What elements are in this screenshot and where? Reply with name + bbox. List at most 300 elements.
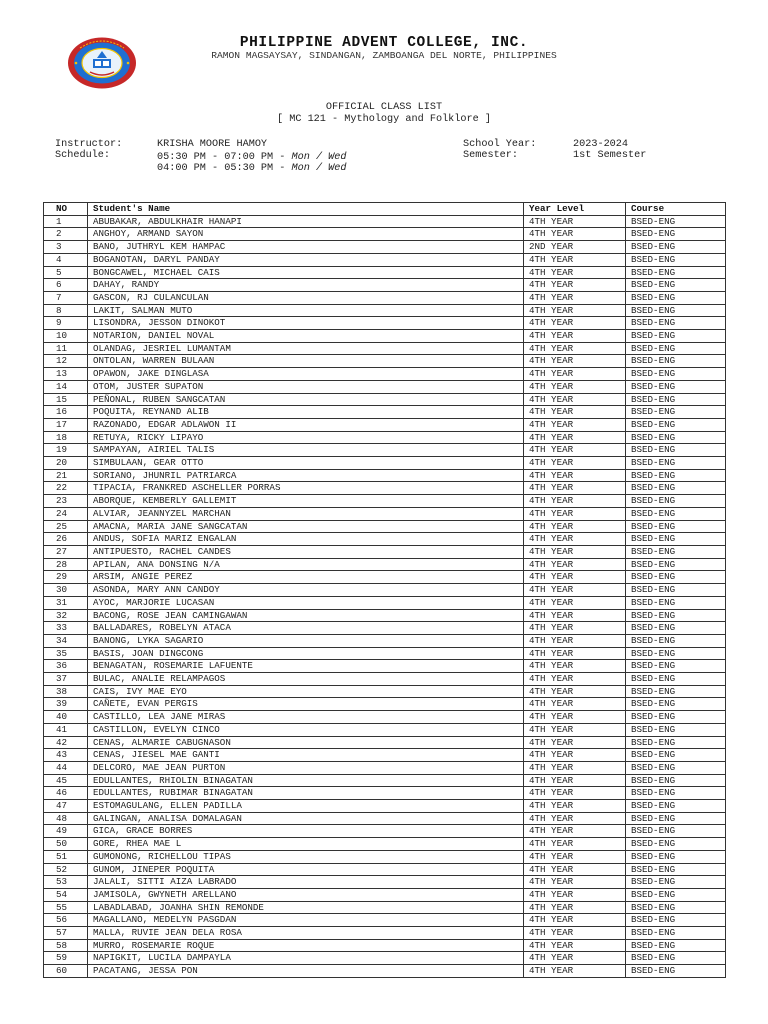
document-title: OFFICIAL CLASS LIST bbox=[325, 102, 443, 113]
table-row bbox=[44, 330, 726, 343]
table-row bbox=[44, 215, 726, 228]
table-row bbox=[44, 266, 726, 279]
course: BSED-ENG bbox=[626, 660, 726, 673]
student-name: SORIANO, JHUNRIL PATRIARCA bbox=[88, 469, 524, 482]
table-row bbox=[44, 634, 726, 647]
row-number: 56 bbox=[44, 914, 88, 927]
row-number: 48 bbox=[44, 812, 88, 825]
year-level: 4TH YEAR bbox=[524, 368, 626, 381]
table-row bbox=[44, 800, 726, 813]
course: BSED-ENG bbox=[626, 444, 726, 457]
student-name: CENAS, JIESEL MAE GANTI bbox=[88, 749, 524, 762]
year-level: 4TH YEAR bbox=[524, 622, 626, 635]
table-body bbox=[44, 215, 726, 977]
year-level: 4TH YEAR bbox=[524, 317, 626, 330]
column-header-course: Course bbox=[626, 203, 726, 216]
row-number: 50 bbox=[44, 838, 88, 851]
course: BSED-ENG bbox=[626, 406, 726, 419]
year-level: 4TH YEAR bbox=[524, 520, 626, 533]
row-number: 39 bbox=[44, 698, 88, 711]
table-row bbox=[44, 711, 726, 724]
table-row bbox=[44, 876, 726, 889]
row-number: 14 bbox=[44, 380, 88, 393]
year-level: 4TH YEAR bbox=[524, 787, 626, 800]
row-number: 32 bbox=[44, 609, 88, 622]
table-row bbox=[44, 495, 726, 508]
course: BSED-ENG bbox=[626, 342, 726, 355]
table-row bbox=[44, 241, 726, 254]
student-name: DELCORO, MAE JEAN PURTON bbox=[88, 761, 524, 774]
student-name: CASTILLO, LEA JANE MIRAS bbox=[88, 711, 524, 724]
row-number: 19 bbox=[44, 444, 88, 457]
table-row bbox=[44, 431, 726, 444]
row-number: 49 bbox=[44, 825, 88, 838]
instructor-label: Instructor: bbox=[55, 139, 123, 150]
row-number: 37 bbox=[44, 673, 88, 686]
table-row bbox=[44, 965, 726, 978]
student-name: BALLADARES, ROBELYN ATACA bbox=[88, 622, 524, 635]
row-number: 34 bbox=[44, 634, 88, 647]
year-level: 4TH YEAR bbox=[524, 660, 626, 673]
course: BSED-ENG bbox=[626, 863, 726, 876]
year-level: 4TH YEAR bbox=[524, 253, 626, 266]
year-level: 4TH YEAR bbox=[524, 838, 626, 851]
course: BSED-ENG bbox=[626, 291, 726, 304]
class-list-table bbox=[43, 202, 726, 978]
table-row bbox=[44, 444, 726, 457]
student-name: PACATANG, JESSA PON bbox=[88, 965, 524, 978]
student-name: GUNOM, JINEPER POQUITA bbox=[88, 863, 524, 876]
year-level: 4TH YEAR bbox=[524, 774, 626, 787]
year-level: 4TH YEAR bbox=[524, 533, 626, 546]
course: BSED-ENG bbox=[626, 469, 726, 482]
table-row bbox=[44, 355, 726, 368]
row-number: 29 bbox=[44, 571, 88, 584]
course: BSED-ENG bbox=[626, 266, 726, 279]
course: BSED-ENG bbox=[626, 317, 726, 330]
table-row bbox=[44, 774, 726, 787]
year-level: 4TH YEAR bbox=[524, 952, 626, 965]
course: BSED-ENG bbox=[626, 876, 726, 889]
table-row bbox=[44, 723, 726, 736]
course: BSED-ENG bbox=[626, 850, 726, 863]
course: BSED-ENG bbox=[626, 698, 726, 711]
year-level: 4TH YEAR bbox=[524, 634, 626, 647]
student-name: BULAC, ANALIE RELAMPAGOS bbox=[88, 673, 524, 686]
table-row bbox=[44, 825, 726, 838]
table-row bbox=[44, 228, 726, 241]
year-level: 4TH YEAR bbox=[524, 723, 626, 736]
student-name: BASIS, JOAN DINGCONG bbox=[88, 647, 524, 660]
year-level: 4TH YEAR bbox=[524, 901, 626, 914]
row-number: 4 bbox=[44, 253, 88, 266]
table-row bbox=[44, 812, 726, 825]
year-level: 4TH YEAR bbox=[524, 647, 626, 660]
table-row bbox=[44, 736, 726, 749]
course: BSED-ENG bbox=[626, 228, 726, 241]
student-name: CASTILLON, EVELYN CINCO bbox=[88, 723, 524, 736]
instructor-schedule-block bbox=[55, 139, 455, 179]
semester-label: Semester: bbox=[463, 150, 519, 161]
student-name: BENAGATAN, ROSEMARIE LAFUENTE bbox=[88, 660, 524, 673]
year-level: 4TH YEAR bbox=[524, 685, 626, 698]
course: BSED-ENG bbox=[626, 241, 726, 254]
row-number: 6 bbox=[44, 279, 88, 292]
course: BSED-ENG bbox=[626, 380, 726, 393]
student-name: POQUITA, REYNAND ALIB bbox=[88, 406, 524, 419]
schedule-line-2: 04:00 PM - 05:30 PM - Mon / Wed bbox=[157, 163, 347, 174]
student-name: OLANDAG, JESRIEL LUMANTAM bbox=[88, 342, 524, 355]
year-level: 4TH YEAR bbox=[524, 406, 626, 419]
row-number: 52 bbox=[44, 863, 88, 876]
row-number: 40 bbox=[44, 711, 88, 724]
table-row bbox=[44, 685, 726, 698]
column-header-year-level: Year Level bbox=[524, 203, 626, 216]
row-number: 5 bbox=[44, 266, 88, 279]
student-name: DAHAY, RANDY bbox=[88, 279, 524, 292]
row-number: 27 bbox=[44, 545, 88, 558]
year-level: 4TH YEAR bbox=[524, 927, 626, 940]
student-name: OPAWON, JAKE DINGLASA bbox=[88, 368, 524, 381]
table-header-row bbox=[44, 203, 726, 216]
course: BSED-ENG bbox=[626, 545, 726, 558]
course: BSED-ENG bbox=[626, 774, 726, 787]
year-level: 4TH YEAR bbox=[524, 609, 626, 622]
instructor-name: KRISHA MOORE HAMOY bbox=[157, 139, 268, 150]
student-name: ARSIM, ANGIE PEREZ bbox=[88, 571, 524, 584]
year-level: 2ND YEAR bbox=[524, 241, 626, 254]
table-row bbox=[44, 749, 726, 762]
course-subtitle: [ MC 121 - Mythology and Folklore ] bbox=[277, 114, 491, 125]
year-level: 4TH YEAR bbox=[524, 800, 626, 813]
student-name: GASCON, RJ CULANCULAN bbox=[88, 291, 524, 304]
course: BSED-ENG bbox=[626, 609, 726, 622]
row-number: 30 bbox=[44, 584, 88, 597]
table-row bbox=[44, 457, 726, 470]
row-number: 11 bbox=[44, 342, 88, 355]
course: BSED-ENG bbox=[626, 761, 726, 774]
row-number: 33 bbox=[44, 622, 88, 635]
year-level: 4TH YEAR bbox=[524, 761, 626, 774]
course: BSED-ENG bbox=[626, 965, 726, 978]
table-row bbox=[44, 520, 726, 533]
student-name: CAIS, IVY MAE EYO bbox=[88, 685, 524, 698]
student-name: GICA, GRACE BORRES bbox=[88, 825, 524, 838]
row-number: 57 bbox=[44, 927, 88, 940]
row-number: 38 bbox=[44, 685, 88, 698]
semester-value: 1st Semester bbox=[573, 150, 647, 161]
course: BSED-ENG bbox=[626, 622, 726, 635]
school-year-label: School Year: bbox=[463, 139, 537, 150]
student-name: ABUBAKAR, ABDULKHAIR HANAPI bbox=[88, 215, 524, 228]
row-number: 55 bbox=[44, 901, 88, 914]
course: BSED-ENG bbox=[626, 647, 726, 660]
year-level: 4TH YEAR bbox=[524, 457, 626, 470]
student-name: ANDUS, SOFIA MARIZ ENGALAN bbox=[88, 533, 524, 546]
course: BSED-ENG bbox=[626, 825, 726, 838]
school-name: PHILIPPINE ADVENT COLLEGE, INC. bbox=[239, 35, 529, 51]
column-header-no: NO bbox=[44, 203, 88, 216]
year-level: 4TH YEAR bbox=[524, 584, 626, 597]
year-level: 4TH YEAR bbox=[524, 914, 626, 927]
row-number: 36 bbox=[44, 660, 88, 673]
table-row bbox=[44, 761, 726, 774]
row-number: 60 bbox=[44, 965, 88, 978]
table-row bbox=[44, 863, 726, 876]
student-name: AMACNA, MARIA JANE SANGCATAN bbox=[88, 520, 524, 533]
student-name: PEÑONAL, RUBEN SANGCATAN bbox=[88, 393, 524, 406]
student-name: JALALI, SITTI AIZA LABRADO bbox=[88, 876, 524, 889]
course: BSED-ENG bbox=[626, 495, 726, 508]
row-number: 45 bbox=[44, 774, 88, 787]
student-name: ANTIPUESTO, RACHEL CANDES bbox=[88, 545, 524, 558]
student-name: SIMBULAAN, GEAR OTTO bbox=[88, 457, 524, 470]
table-row bbox=[44, 673, 726, 686]
student-name: NOTARION, DANIEL NOVAL bbox=[88, 330, 524, 343]
table-row bbox=[44, 469, 726, 482]
student-name: LAKIT, SALMAN MUTO bbox=[88, 304, 524, 317]
table-row bbox=[44, 253, 726, 266]
course: BSED-ENG bbox=[626, 304, 726, 317]
course: BSED-ENG bbox=[626, 812, 726, 825]
course: BSED-ENG bbox=[626, 685, 726, 698]
row-number: 23 bbox=[44, 495, 88, 508]
year-level: 4TH YEAR bbox=[524, 571, 626, 584]
course: BSED-ENG bbox=[626, 723, 726, 736]
year-level: 4TH YEAR bbox=[524, 266, 626, 279]
row-number: 43 bbox=[44, 749, 88, 762]
row-number: 31 bbox=[44, 596, 88, 609]
row-number: 7 bbox=[44, 291, 88, 304]
student-name: BANONG, LYKA SAGARIO bbox=[88, 634, 524, 647]
course: BSED-ENG bbox=[626, 253, 726, 266]
course: BSED-ENG bbox=[626, 673, 726, 686]
year-level: 4TH YEAR bbox=[524, 418, 626, 431]
table-row bbox=[44, 342, 726, 355]
year-level: 4TH YEAR bbox=[524, 304, 626, 317]
row-number: 46 bbox=[44, 787, 88, 800]
student-name: APILAN, ANA DONSING N/A bbox=[88, 558, 524, 571]
table-row bbox=[44, 660, 726, 673]
table-row bbox=[44, 571, 726, 584]
student-name: ANGHOY, ARMAND SAYON bbox=[88, 228, 524, 241]
row-number: 12 bbox=[44, 355, 88, 368]
table-row bbox=[44, 698, 726, 711]
course: BSED-ENG bbox=[626, 520, 726, 533]
row-number: 3 bbox=[44, 241, 88, 254]
row-number: 47 bbox=[44, 800, 88, 813]
course: BSED-ENG bbox=[626, 749, 726, 762]
course: BSED-ENG bbox=[626, 330, 726, 343]
student-name: CENAS, ALMARIE CABUGNASON bbox=[88, 736, 524, 749]
student-name: MAGALLANO, MEDELYN PASGDAN bbox=[88, 914, 524, 927]
table-row bbox=[44, 380, 726, 393]
course: BSED-ENG bbox=[626, 634, 726, 647]
row-number: 59 bbox=[44, 952, 88, 965]
student-name: AYOC, MARJORIE LUCASAN bbox=[88, 596, 524, 609]
row-number: 24 bbox=[44, 507, 88, 520]
course: BSED-ENG bbox=[626, 368, 726, 381]
school-address: RAMON MAGSAYSAY, SINDANGAN, ZAMBOANGA DEL NORTE, PHILIPPINES bbox=[211, 50, 557, 61]
student-name: ESTOMAGULANG, ELLEN PADILLA bbox=[88, 800, 524, 813]
table-row bbox=[44, 406, 726, 419]
row-number: 51 bbox=[44, 850, 88, 863]
student-name: NAPIGKIT, LUCILA DAMPAYLA bbox=[88, 952, 524, 965]
course: BSED-ENG bbox=[626, 431, 726, 444]
table-row bbox=[44, 901, 726, 914]
table-row bbox=[44, 507, 726, 520]
course: BSED-ENG bbox=[626, 952, 726, 965]
table-row bbox=[44, 558, 726, 571]
table-row bbox=[44, 291, 726, 304]
row-number: 1 bbox=[44, 215, 88, 228]
course: BSED-ENG bbox=[626, 355, 726, 368]
course: BSED-ENG bbox=[626, 571, 726, 584]
year-level: 4TH YEAR bbox=[524, 291, 626, 304]
table-row bbox=[44, 787, 726, 800]
row-number: 54 bbox=[44, 888, 88, 901]
course: BSED-ENG bbox=[626, 711, 726, 724]
course: BSED-ENG bbox=[626, 279, 726, 292]
year-level: 4TH YEAR bbox=[524, 393, 626, 406]
year-level: 4TH YEAR bbox=[524, 355, 626, 368]
table-row bbox=[44, 533, 726, 546]
row-number: 15 bbox=[44, 393, 88, 406]
year-level: 4TH YEAR bbox=[524, 863, 626, 876]
student-name: MALLA, RUVIE JEAN DELA ROSA bbox=[88, 927, 524, 940]
year-level: 4TH YEAR bbox=[524, 850, 626, 863]
row-number: 35 bbox=[44, 647, 88, 660]
student-name: GORE, RHEA MAE L bbox=[88, 838, 524, 851]
table-row bbox=[44, 647, 726, 660]
course: BSED-ENG bbox=[626, 533, 726, 546]
table-row bbox=[44, 927, 726, 940]
year-level: 4TH YEAR bbox=[524, 444, 626, 457]
course: BSED-ENG bbox=[626, 888, 726, 901]
table-row bbox=[44, 622, 726, 635]
column-header-student-name: Student's Name bbox=[88, 203, 524, 216]
table-row bbox=[44, 368, 726, 381]
course: BSED-ENG bbox=[626, 736, 726, 749]
course: BSED-ENG bbox=[626, 418, 726, 431]
course: BSED-ENG bbox=[626, 558, 726, 571]
year-level: 4TH YEAR bbox=[524, 545, 626, 558]
course: BSED-ENG bbox=[626, 584, 726, 597]
table-row bbox=[44, 596, 726, 609]
year-level: 4TH YEAR bbox=[524, 711, 626, 724]
year-level: 4TH YEAR bbox=[524, 380, 626, 393]
year-level: 4TH YEAR bbox=[524, 228, 626, 241]
student-name: RETUYA, RICKY LIPAYO bbox=[88, 431, 524, 444]
student-name: GALINGAN, ANALISA DOMALAGAN bbox=[88, 812, 524, 825]
table-row bbox=[44, 393, 726, 406]
row-number: 21 bbox=[44, 469, 88, 482]
student-name: ASONDA, MARY ANN CANDOY bbox=[88, 584, 524, 597]
year-level: 4TH YEAR bbox=[524, 507, 626, 520]
student-name: TIPACIA, FRANKRED ASCHELLER PORRAS bbox=[88, 482, 524, 495]
table-row bbox=[44, 850, 726, 863]
table-row bbox=[44, 939, 726, 952]
student-name: MURRO, ROSEMARIE ROQUE bbox=[88, 939, 524, 952]
course: BSED-ENG bbox=[626, 482, 726, 495]
year-level: 4TH YEAR bbox=[524, 482, 626, 495]
row-number: 44 bbox=[44, 761, 88, 774]
student-name: BANO, JUTHRYL KEM HAMPAC bbox=[88, 241, 524, 254]
course: BSED-ENG bbox=[626, 927, 726, 940]
table-row bbox=[44, 545, 726, 558]
table-row bbox=[44, 952, 726, 965]
table-row bbox=[44, 279, 726, 292]
year-level: 4TH YEAR bbox=[524, 431, 626, 444]
course: BSED-ENG bbox=[626, 914, 726, 927]
row-number: 2 bbox=[44, 228, 88, 241]
year-level: 4TH YEAR bbox=[524, 965, 626, 978]
row-number: 8 bbox=[44, 304, 88, 317]
row-number: 53 bbox=[44, 876, 88, 889]
year-level: 4TH YEAR bbox=[524, 812, 626, 825]
year-level: 4TH YEAR bbox=[524, 215, 626, 228]
schedule-label: Schedule: bbox=[55, 150, 111, 161]
row-number: 13 bbox=[44, 368, 88, 381]
row-number: 22 bbox=[44, 482, 88, 495]
row-number: 16 bbox=[44, 406, 88, 419]
table-row bbox=[44, 888, 726, 901]
year-level: 4TH YEAR bbox=[524, 736, 626, 749]
school-year-value: 2023-2024 bbox=[573, 139, 629, 150]
table-row bbox=[44, 914, 726, 927]
course: BSED-ENG bbox=[626, 939, 726, 952]
student-name: ALVIAR, JEANNYZEL MARCHAN bbox=[88, 507, 524, 520]
student-name: RAZONADO, EDGAR ADLAWON II bbox=[88, 418, 524, 431]
row-number: 25 bbox=[44, 520, 88, 533]
course: BSED-ENG bbox=[626, 901, 726, 914]
course: BSED-ENG bbox=[626, 215, 726, 228]
course: BSED-ENG bbox=[626, 507, 726, 520]
document-title-block bbox=[0, 102, 768, 126]
course: BSED-ENG bbox=[626, 393, 726, 406]
term-info-block bbox=[463, 139, 723, 169]
year-level: 4TH YEAR bbox=[524, 469, 626, 482]
row-number: 17 bbox=[44, 418, 88, 431]
table-row bbox=[44, 482, 726, 495]
student-name: JAMISOLA, GWYNETH ARELLANO bbox=[88, 888, 524, 901]
student-name: LABADLABAD, JOANHA SHIN REMONDE bbox=[88, 901, 524, 914]
row-number: 18 bbox=[44, 431, 88, 444]
year-level: 4TH YEAR bbox=[524, 330, 626, 343]
row-number: 58 bbox=[44, 939, 88, 952]
student-name: LISONDRA, JESSON DINOKOT bbox=[88, 317, 524, 330]
year-level: 4TH YEAR bbox=[524, 279, 626, 292]
row-number: 9 bbox=[44, 317, 88, 330]
student-name: BOGANOTAN, DARYL PANDAY bbox=[88, 253, 524, 266]
year-level: 4TH YEAR bbox=[524, 698, 626, 711]
course: BSED-ENG bbox=[626, 596, 726, 609]
student-name: EDULLANTES, RUBIMAR BINAGATAN bbox=[88, 787, 524, 800]
table-row bbox=[44, 609, 726, 622]
student-name: ABORQUE, KEMBERLY GALLEMIT bbox=[88, 495, 524, 508]
student-name: SAMPAYAN, AIRIEL TALIS bbox=[88, 444, 524, 457]
year-level: 4TH YEAR bbox=[524, 825, 626, 838]
course: BSED-ENG bbox=[626, 800, 726, 813]
row-number: 28 bbox=[44, 558, 88, 571]
year-level: 4TH YEAR bbox=[524, 342, 626, 355]
student-name: ONTOLAN, WARREN BULAAN bbox=[88, 355, 524, 368]
row-number: 41 bbox=[44, 723, 88, 736]
table-row bbox=[44, 304, 726, 317]
table-row bbox=[44, 418, 726, 431]
student-name: CAÑETE, EVAN PERGIS bbox=[88, 698, 524, 711]
schedule-line-1: 05:30 PM - 07:00 PM - Mon / Wed bbox=[157, 152, 347, 163]
